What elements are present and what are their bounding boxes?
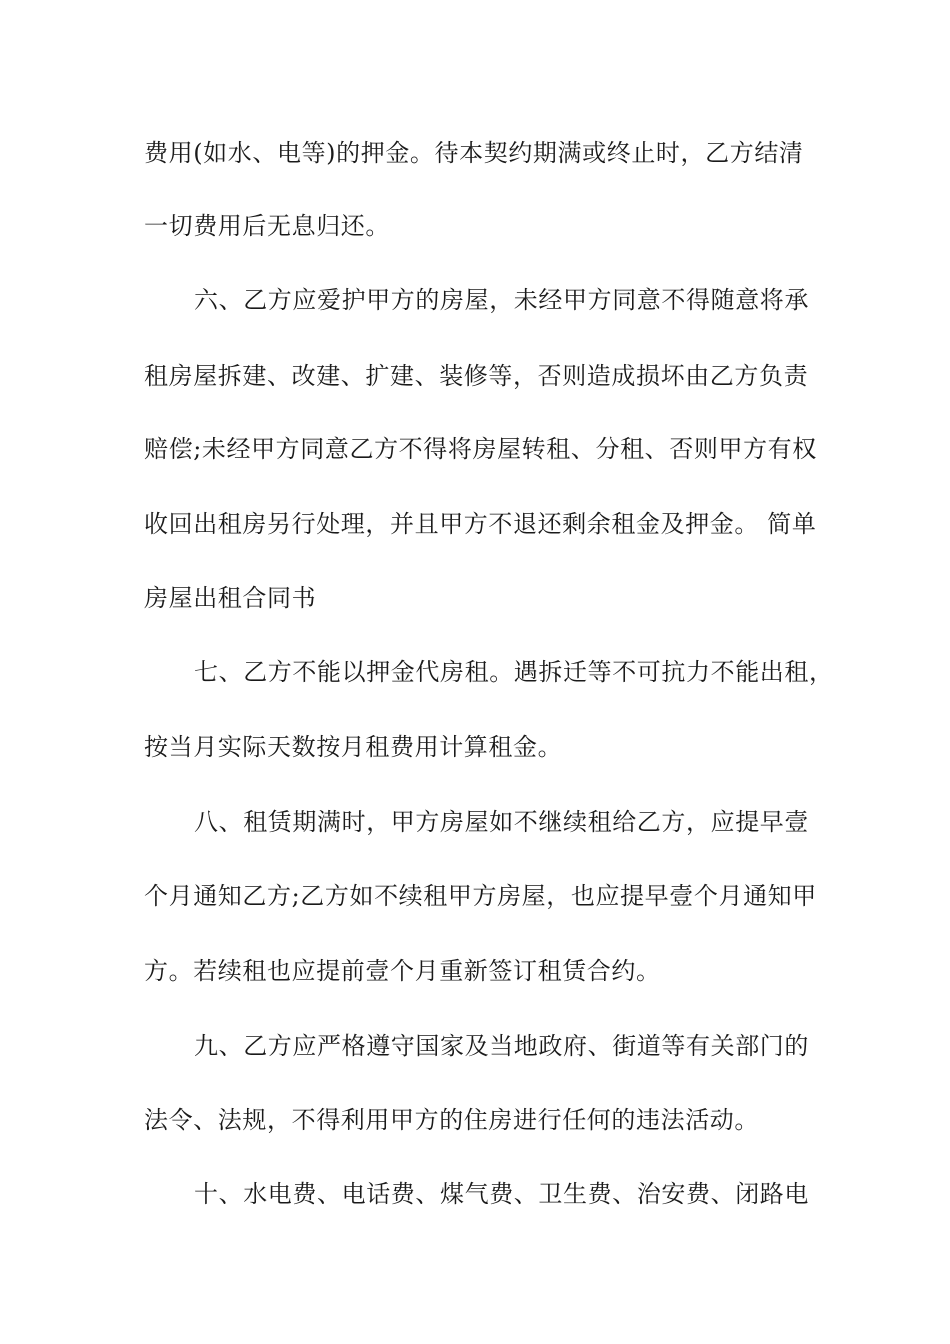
paragraph-ten: 十、水电费、电话费、煤气费、卫生费、治安费、闭路电 xyxy=(194,1180,809,1208)
paragraph-six: 六、乙方应爱护甲方的房屋，未经甲方同意不得随意将承 xyxy=(194,286,809,314)
text-line: 租房屋拆建、改建、扩建、装修等，否则造成损坏由乙方负责 xyxy=(144,362,809,390)
paragraph-seven: 七、乙方不能以押金代房租。遇拆迁等不可抗力不能出租， xyxy=(194,658,834,686)
text-line: 房屋出租合同书 xyxy=(144,584,317,612)
text-line: 按当月实际天数按月租费用计算租金。 xyxy=(144,733,563,761)
text-line: 方。若续租也应提前壹个月重新签订租赁合约。 xyxy=(144,957,661,985)
text-line: 费用(如水、电等)的押金。待本契约期满或终止时，乙方结清 xyxy=(144,139,804,167)
text-line: 赔偿;未经甲方同意乙方不得将房屋转租、分租、否则甲方有权 xyxy=(144,435,817,463)
paragraph-eight: 八、租赁期满时，甲方房屋如不继续租给乙方，应提早壹 xyxy=(194,808,809,836)
paragraph-nine: 九、乙方应严格遵守国家及当地政府、街道等有关部门的 xyxy=(194,1032,809,1060)
text-line: 收回出租房另行处理，并且甲方不退还剩余租金及押金。 简单 xyxy=(144,510,817,538)
text-line: 法令、法规，不得利用甲方的住房进行任何的违法活动。 xyxy=(144,1106,759,1134)
text-line: 个月通知乙方;乙方如不续租甲方房屋，也应提早壹个月通知甲 xyxy=(144,882,817,910)
text-line: 一切费用后无息归还。 xyxy=(144,212,390,240)
